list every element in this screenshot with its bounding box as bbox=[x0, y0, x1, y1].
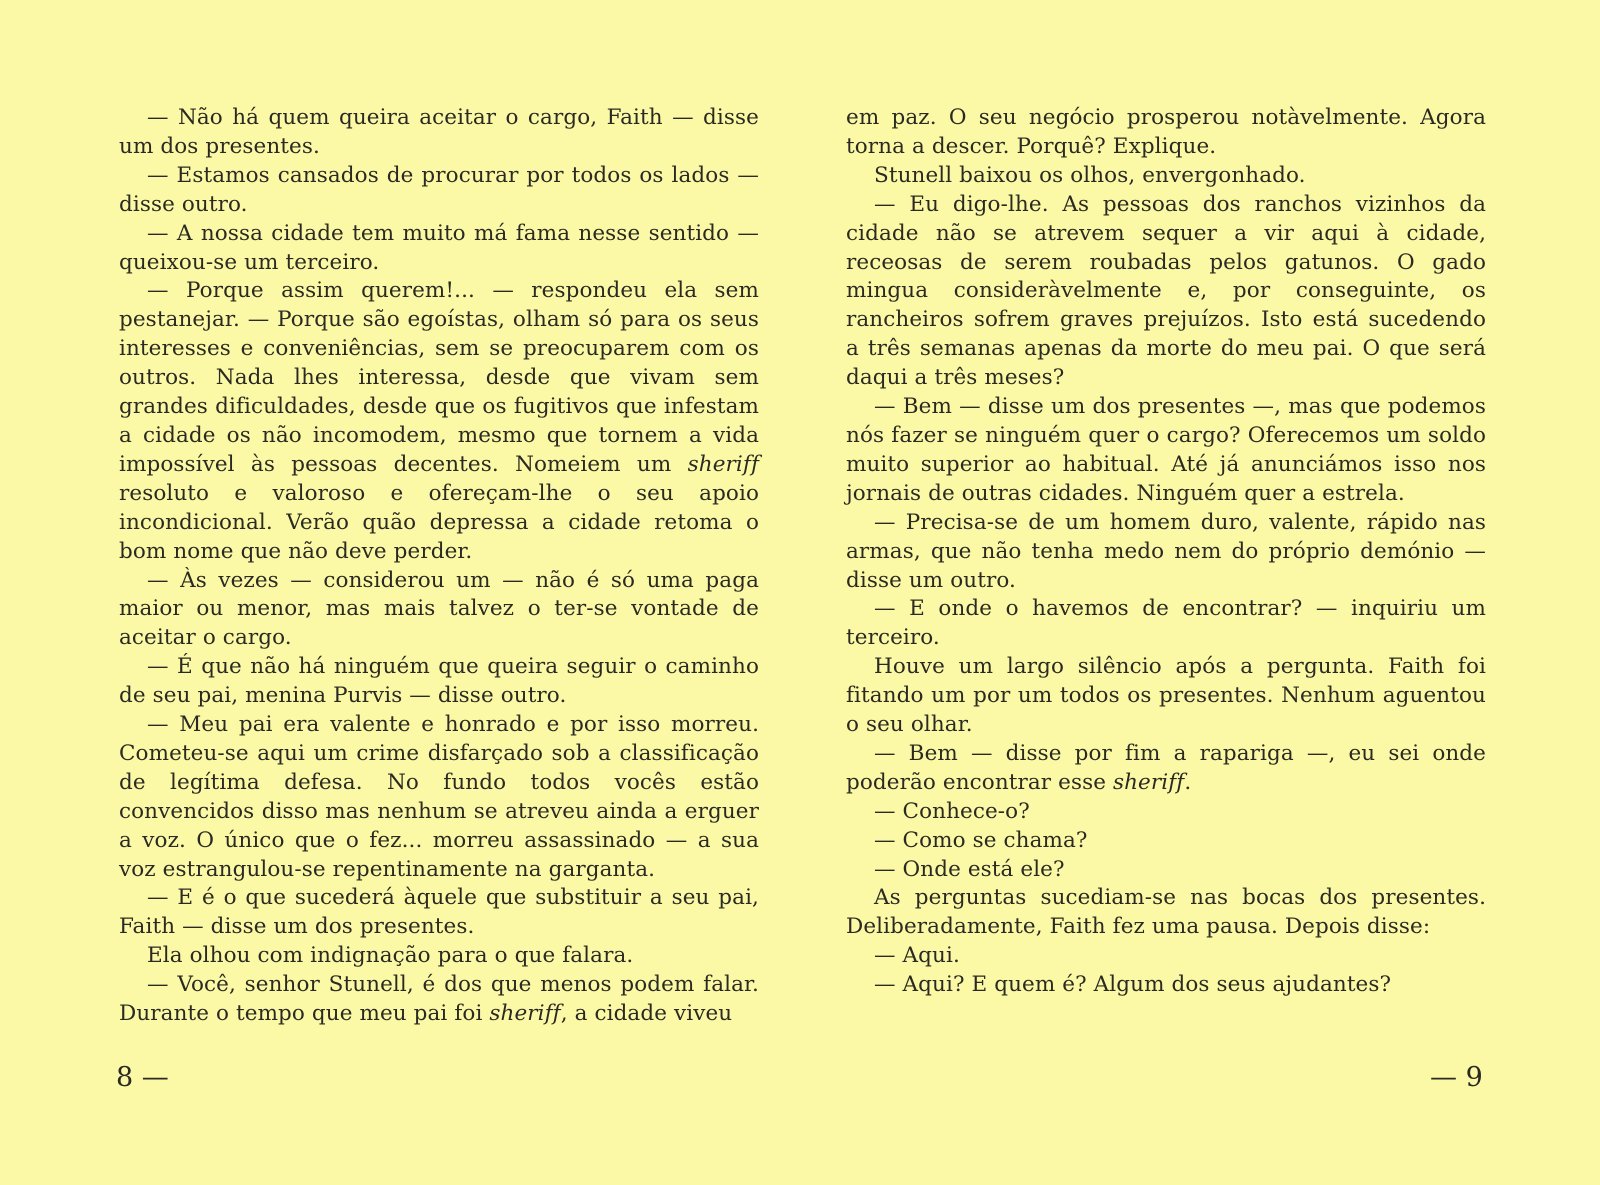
paragraph: Houve um largo silêncio após a pergunta. Faith foi fitando um por um todos os presentes. Nenhum aguentou o seu olhar. bbox=[846, 654, 1486, 738]
paragraph: — Estamos cansados de procurar por todos os lados — disse outro. bbox=[119, 162, 759, 217]
italic-word: sheriff bbox=[489, 1001, 561, 1027]
paragraph: — Aqui? E quem é? Algum dos seus ajudantes? bbox=[874, 972, 1392, 998]
paragraph: — Bem — disse um dos presentes —, mas que podemos nós fazer se ninguém quer o cargo? Oferecemos um soldo muito superior ao habitual. Até já anunciámos isso nos jornais de outras cidades. Ninguém quer a estrela. bbox=[846, 394, 1486, 506]
italic-word: sheriff bbox=[687, 451, 759, 477]
paragraph: — Meu pai era valente e honrado e por isso morreu. Cometeu-se aqui um crime disfarçado sob a classificação de legítima defesa. No fundo todos vocês estão convencidos disso mas nenhum se atreveu ainda a erguer a voz. O único que o fez... morreu assassinado — a sua voz estrangulou-se repentinamente na garganta. bbox=[119, 712, 759, 882]
paragraph: — E é o que sucederá àquele que substituir a seu pai, Faith — disse um dos presentes. bbox=[119, 885, 759, 940]
paragraph: As perguntas sucediam-se nas bocas dos presentes. Deliberadamente, Faith fez uma pausa. Depois disse: bbox=[846, 885, 1486, 940]
right-page bbox=[846, 104, 1486, 1000]
paragraph: Stunell baixou os olhos, envergonhado. bbox=[874, 162, 1306, 188]
left-page bbox=[119, 104, 759, 1029]
page-number-right: — 9 bbox=[1430, 1062, 1483, 1093]
paragraph: — Às vezes — considerou um — não é só uma paga maior ou menor, mas mais talvez o ter-se vontade de aceitar o cargo. bbox=[119, 567, 759, 651]
paragraph: Ela olhou com indignação para o que falara. bbox=[147, 943, 634, 969]
paragraph: — Não há quem queira aceitar o cargo, Faith — disse um dos presentes. bbox=[119, 105, 759, 159]
paragraph: — E onde o havemos de encontrar? — inquiriu um terceiro. bbox=[846, 596, 1486, 651]
paragraph: — Conhece-o? bbox=[874, 798, 1030, 824]
paragraph: — Porque assim querem!... — respondeu ela sem pestanejar. — Porque são egoístas, olham só para os seus interesses e conveniências, sem se preocuparem com os outros. Nada lhes interessa, desde que vivam sem grandes dificuldades, desde que os fugitivos que infestam a cidade os não incomodem, mesmo que tornem a vida impossível às pessoas decentes. Nomeiem um sheriff resoluto e valoroso e ofereçam-lhe o seu apoio incondicional. Verão quão depressa a cidade retoma o bom nome que não deve perder. bbox=[119, 278, 759, 564]
page-number-left: 8 — bbox=[116, 1062, 169, 1093]
paragraph: — Bem — disse por fim a rapariga —, eu sei onde poderão encontrar esse sheriff. bbox=[846, 740, 1486, 795]
paragraph: — É que não há ninguém que queira seguir o caminho de seu pai, menina Purvis — disse outro. bbox=[119, 654, 759, 709]
paragraph: — A nossa cidade tem muito má fama nesse sentido — queixou-se um terceiro. bbox=[119, 220, 759, 275]
paragraph: — Você, senhor Stunell, é dos que menos podem falar. Durante o tempo que meu pai foi sheriff, a cidade viveu bbox=[119, 972, 759, 1027]
paragraph: — Eu digo-lhe. As pessoas dos ranchos vizinhos da cidade não se atrevem sequer a vir aqui à cidade, receosas de serem roubadas pelos gatunos. O gado mingua consideràvelmente e, por conseguinte, os rancheiros sofrem graves prejuízos. Isto está sucedendo a três semanas apenas da morte do meu pai. O que será daqui a três meses? bbox=[846, 191, 1486, 391]
paragraph: — Como se chama? bbox=[874, 827, 1088, 853]
paragraph: em paz. O seu negócio prosperou notàvelmente. Agora torna a descer. Porquê? Explique. bbox=[846, 105, 1486, 159]
italic-word: sheriff bbox=[1112, 769, 1185, 795]
paragraph: — Precisa-se de um homem duro, valente, rápido nas armas, que não tenha medo nem do próprio demónio — disse um outro. bbox=[846, 509, 1486, 593]
paragraph: — Onde está ele? bbox=[874, 856, 1065, 882]
paragraph: — Aqui. bbox=[874, 943, 960, 969]
